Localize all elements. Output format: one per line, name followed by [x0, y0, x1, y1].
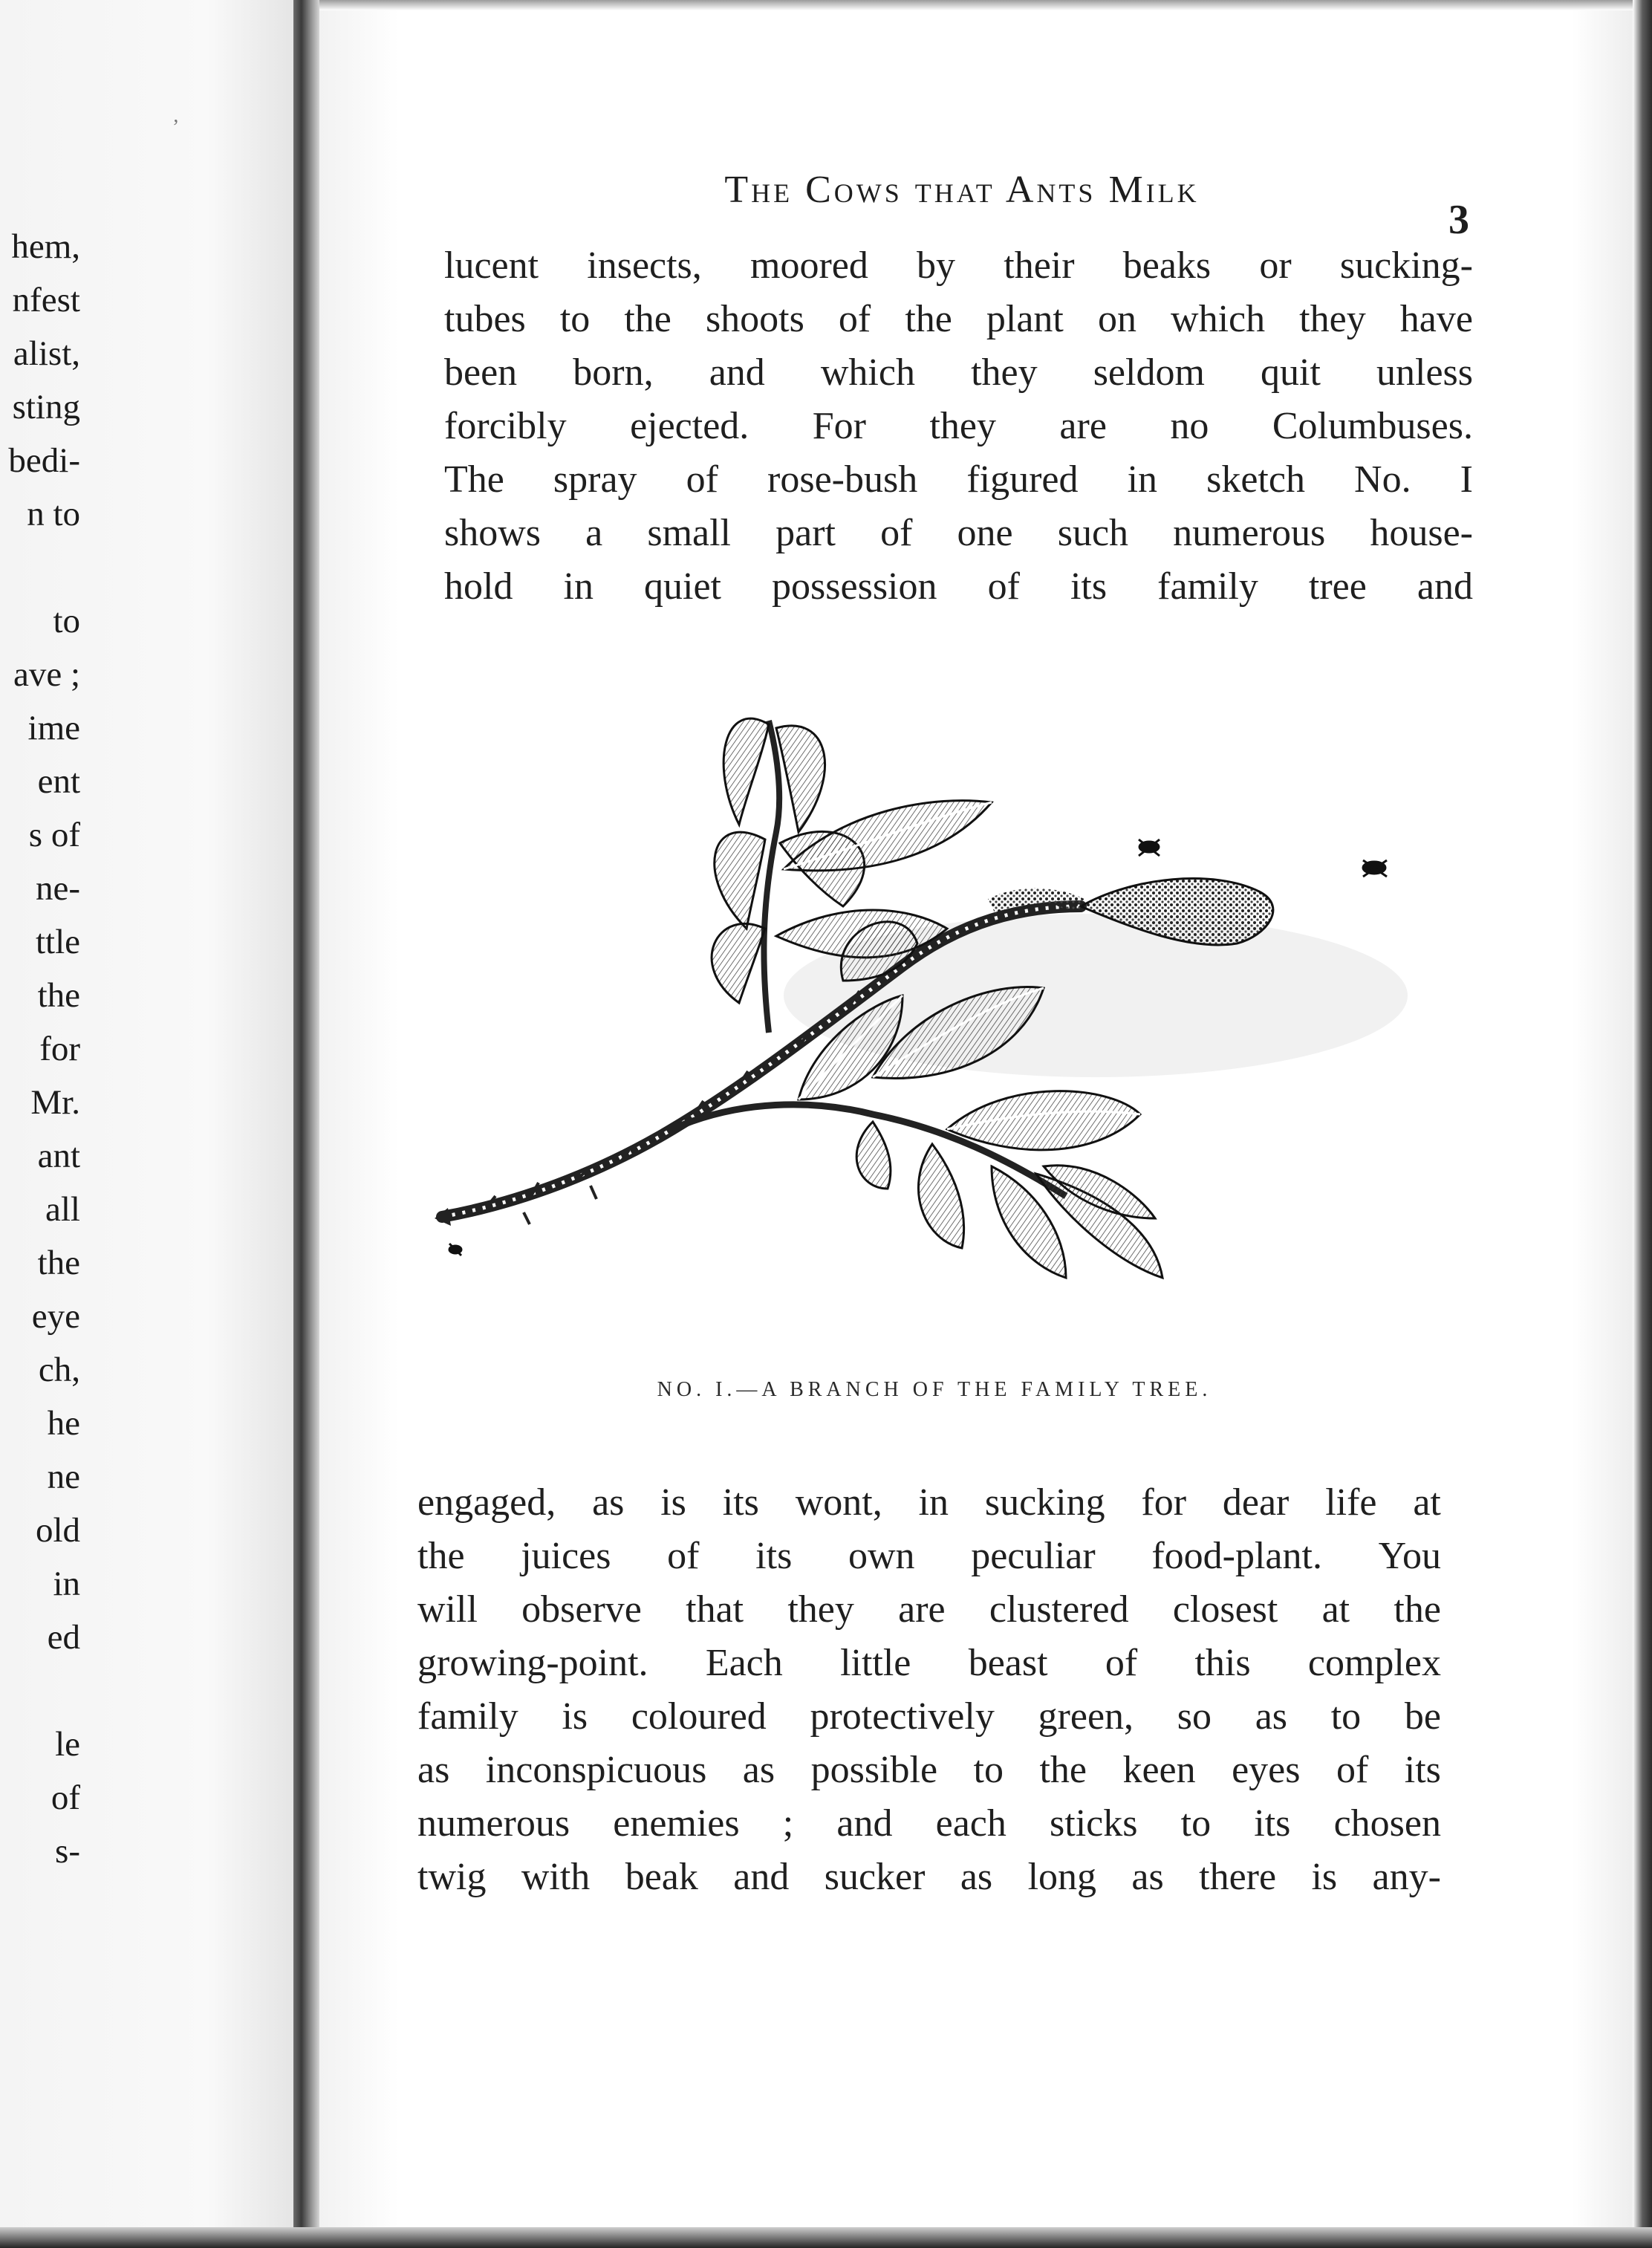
leaf — [856, 1122, 891, 1189]
page-number: 3 — [1448, 197, 1469, 243]
left-page-line-fragment: ne- — [35, 869, 80, 908]
figure-caption: NO. I.—A BRANCH OF THE FAMILY TREE. — [657, 1378, 1212, 1401]
leaf — [715, 832, 765, 929]
left-page-line-fragment: in — [53, 1565, 80, 1603]
text-line: growing-point. Each little beast of this complex — [417, 1642, 1441, 1684]
left-page-line-fragment: le — [55, 1725, 80, 1764]
left-page-line-fragment: ime — [27, 709, 80, 747]
page-top-edge — [319, 0, 1652, 10]
left-page-line-fragment: hem, — [11, 227, 80, 266]
text-line: the juices of its own peculiar food-plant. You — [417, 1535, 1441, 1577]
text-line: family is coloured protectively green, so as to be — [417, 1695, 1441, 1738]
left-page-line-fragment: ent — [37, 762, 80, 801]
left-page-line-fragment: alist, — [13, 334, 80, 373]
leaf — [723, 718, 769, 825]
left-page-line-fragment: eye — [31, 1297, 80, 1336]
left-facing-page — [0, 0, 297, 2248]
text-line: twig with beak and sucker as long as there is any- — [417, 1856, 1441, 1898]
left-page-line-fragment: ed — [47, 1618, 80, 1657]
left-page-line-fragment: old — [35, 1511, 80, 1550]
left-page-line-fragment: all — [45, 1190, 80, 1229]
left-page-line-fragment: to — [53, 602, 80, 640]
text-line: numerous enemies ; and each sticks to its chosen — [417, 1802, 1441, 1845]
leaf — [776, 726, 825, 832]
left-page-line-fragment: the — [37, 976, 80, 1015]
left-page-line-fragment: Mr. — [30, 1083, 80, 1122]
left-page-line-fragment: nfest — [12, 281, 80, 319]
top-paragraph — [444, 239, 1473, 614]
left-page-line-fragment: bedi- — [8, 441, 80, 480]
text-line: tubes to the shoots of the plant on which they have — [444, 298, 1473, 340]
text-line: engaged, as is its wont, in sucking for dear life at — [417, 1481, 1441, 1524]
page-bottom-edge — [0, 2227, 1652, 2248]
text-line: shows a small part of one such numerous house- — [444, 512, 1473, 554]
leaf — [947, 1091, 1140, 1150]
running-head: The Cows that Ants Milk — [724, 169, 1200, 211]
upper-stem — [764, 721, 779, 1033]
leaf — [918, 1144, 963, 1248]
page-right-edge — [1633, 0, 1652, 2248]
left-page-line-fragment: he — [47, 1404, 80, 1443]
left-page-line-fragment: of — [51, 1778, 80, 1817]
text-line: will observe that they are clustered closest at the — [417, 1588, 1441, 1631]
book-gutter — [293, 0, 320, 2248]
left-page-line-fragment: s- — [55, 1832, 80, 1871]
rose-branch-illustration — [427, 683, 1445, 1367]
left-page-line-fragment: n to — [27, 495, 80, 533]
leaf — [712, 923, 765, 1003]
left-page-line-fragment: ne — [47, 1458, 80, 1496]
text-line: The spray of rose-bush figured in sketch No. I — [444, 458, 1473, 501]
text-line: hold in quiet possession of its family tree and — [444, 565, 1473, 608]
left-page-line-fragment: for — [39, 1030, 80, 1068]
text-line: lucent insects, moored by their beaks or sucking- — [444, 244, 1473, 287]
left-page-line-fragment: ant — [37, 1137, 80, 1175]
left-page-line-fragment: sting — [12, 388, 80, 426]
left-page-line-fragment: ttle — [35, 923, 80, 961]
text-line: as inconspicuous as possible to the keen eyes of its — [417, 1749, 1441, 1791]
text-line: been born, and which they seldom quit unless — [444, 351, 1473, 394]
bottom-paragraph — [417, 1476, 1441, 1904]
left-page-line-fragment: ave ; — [13, 655, 80, 694]
scan-speck: ‚ — [172, 104, 180, 127]
left-page-line-fragment: s of — [28, 816, 80, 854]
text-line: forcibly ejected. For they are no Columbuses. — [444, 405, 1473, 447]
left-page-line-fragment: the — [37, 1244, 80, 1282]
left-page-line-fragment: ch, — [38, 1351, 80, 1389]
